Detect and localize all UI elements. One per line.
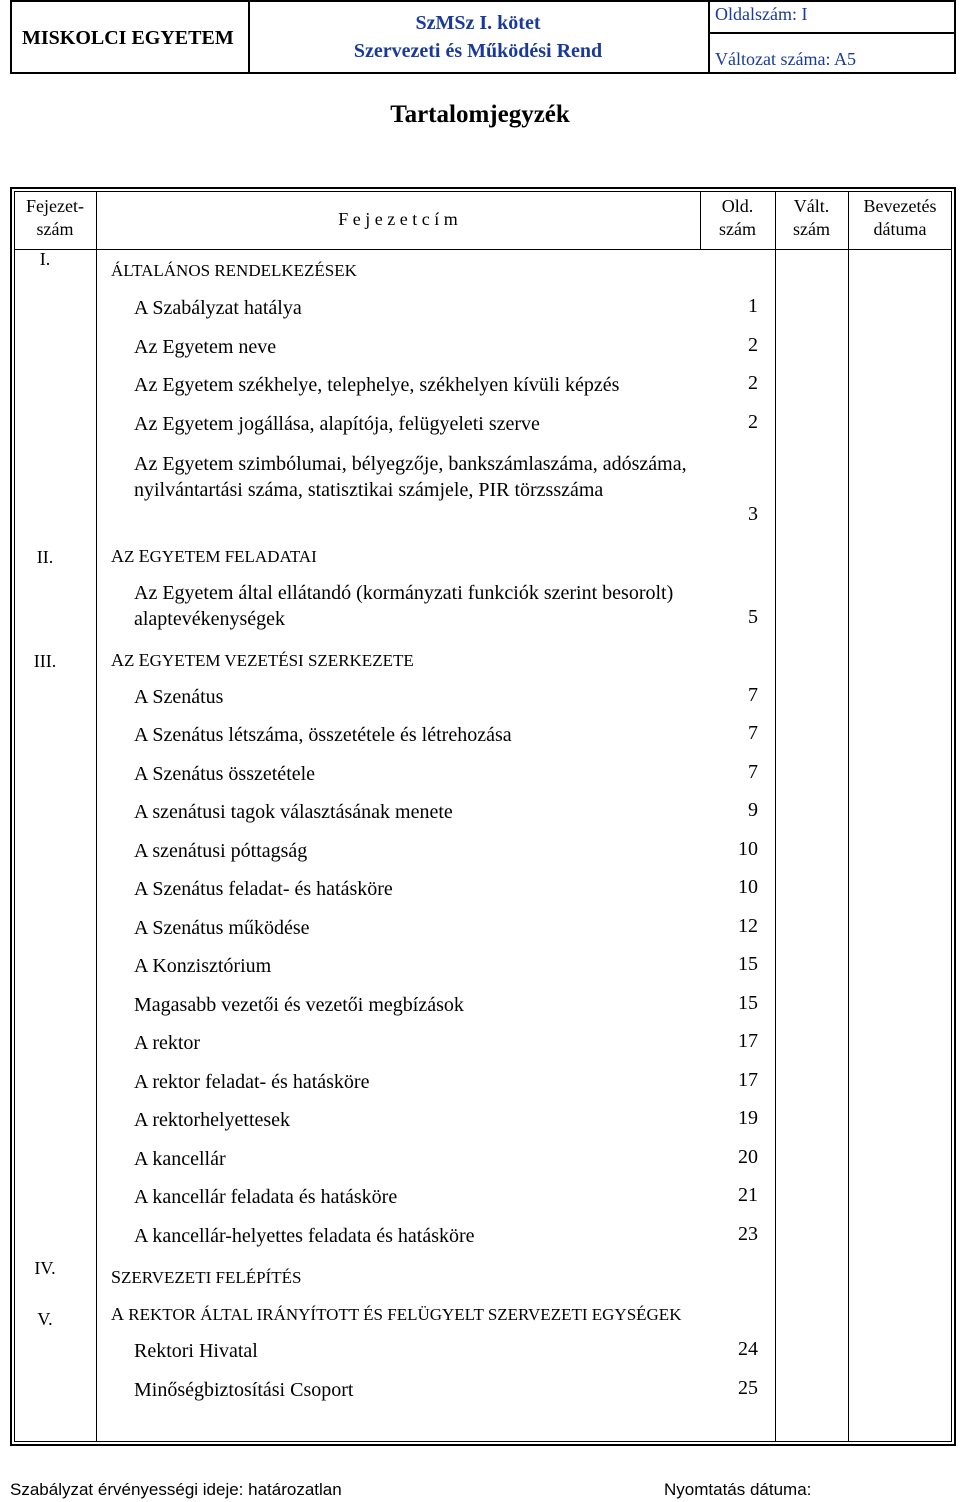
chapter-number: I. [39, 249, 51, 269]
column-header-date: Bevezetés dátuma [863, 196, 937, 239]
toc-page-number: 12 [738, 915, 758, 937]
toc-entry: Minőségbiztosítási Csoport [134, 1379, 354, 1401]
chapter-title: AZ EGYETEM VEZETÉSI SZERKEZETE [111, 650, 414, 670]
toc-page-number: 17 [738, 1069, 758, 1091]
toc-page-number: 17 [738, 1030, 758, 1052]
chapter-number: IV. [34, 1258, 56, 1278]
header-divider [708, 2, 710, 72]
chapter-title: ÁLTALÁNOS RENDELKEZÉSEK [111, 261, 357, 280]
toc-entry: A rektor feladat- és hatásköre [134, 1071, 370, 1093]
toc-page-number: 19 [738, 1107, 758, 1129]
toc-page-number: 3 [748, 503, 758, 525]
toc-entry: A Szenátus létszáma, összetétele és létrehozása [134, 724, 512, 746]
university-name: MISKOLCI EGYETEM [22, 27, 234, 49]
toc-entry: Magasabb vezetői és vezetői megbízások [134, 994, 464, 1016]
toc-page-number: 9 [748, 799, 758, 821]
toc-entry: A Szenátus összetétele [134, 763, 316, 785]
toc-entry: A Szabályzat hatálya [134, 297, 302, 319]
toc-page-number: 2 [748, 411, 758, 433]
toc-entry: Az Egyetem székhelye, telephelye, székhelyen kívüli képzés [134, 374, 620, 396]
toc-entry: A Szenátus [134, 686, 224, 708]
toc-page-number: 7 [748, 684, 758, 706]
toc-entry: A kancellár [134, 1148, 226, 1170]
version-label: Változat száma: A5 [715, 49, 856, 69]
column-divider [96, 191, 97, 1442]
toc-page-number: 21 [738, 1184, 758, 1206]
validity-note: Szabályzat érvényességi ideje: határozatlan [10, 1480, 342, 1499]
toc-entry: Rektori Hivatal [134, 1340, 258, 1362]
toc-page-number: 7 [748, 761, 758, 783]
toc-entry: Az Egyetem jogállása, alapítója, felügyeleti szerve [134, 413, 540, 435]
toc-page-number: 1 [748, 295, 758, 317]
print-date-label: Nyomtatás dátuma: [664, 1480, 812, 1499]
volume-title: SzMSz I. kötet [415, 12, 541, 34]
toc-entry: A szenátusi tagok választásának menete [134, 801, 453, 823]
document-title: Szervezeti és Működési Rend [353, 40, 603, 62]
toc-page-number: 20 [738, 1146, 758, 1168]
toc-page-number: 15 [738, 953, 758, 975]
toc-page-number: 10 [738, 876, 758, 898]
toc-page-number: 7 [748, 722, 758, 744]
toc-entry: A Szenátus feladat- és hatásköre [134, 878, 393, 900]
chapter-title: A REKTOR ÁLTAL IRÁNYÍTOTT ÉS FELÜGYELT SZERVEZETI EGYSÉGEK [111, 1304, 682, 1324]
toc-entry: Az Egyetem szimbólumai, bélyegzője, bankszámlaszáma, adószáma, nyilvántartási száma, statisztikai számjele, PIR törzsszáma [134, 453, 687, 501]
toc-page-number: 5 [748, 606, 758, 628]
toc-page-number: 10 [738, 838, 758, 860]
column-header-page: Old. szám [719, 196, 756, 239]
chapter-number: II. [36, 547, 54, 567]
toc-entry: A Konzisztórium [134, 955, 272, 977]
toc-page-number: 2 [748, 372, 758, 394]
toc-entry: A kancellár feladata és hatásköre [134, 1186, 398, 1208]
chapter-number: V. [37, 1309, 53, 1329]
chapter-title: AZ EGYETEM FELADATAI [111, 546, 317, 566]
toc-entry: A szenátusi póttagság [134, 840, 308, 862]
column-header-title: F e j e z e t c í m [338, 209, 458, 229]
document-header [10, 0, 956, 74]
chapter-title: SZERVEZETI FELÉPÍTÉS [111, 1267, 302, 1287]
toc-page-number: 2 [748, 334, 758, 356]
toc-entry: A rektorhelyettesek [134, 1109, 291, 1131]
page-number-label: Oldalszám: I [715, 4, 808, 24]
toc-page-number: 24 [738, 1338, 758, 1360]
toc-entry: Az Egyetem neve [134, 336, 277, 358]
column-header-chapter: Fejezet- szám [26, 196, 84, 239]
toc-page-number: 23 [738, 1223, 758, 1245]
toc-entry: A Szenátus működése [134, 917, 310, 939]
toc-page-number: 15 [738, 992, 758, 1014]
page-title: Tartalomjegyzék [390, 101, 570, 128]
header-divider [708, 32, 954, 34]
column-header-version: Vált. szám [793, 196, 830, 239]
header-row-divider [14, 249, 952, 250]
chapter-number: III. [33, 651, 57, 671]
toc-entry: Az Egyetem által ellátandó (kormányzati funkciók szerint besorolt) alaptevékenységek [134, 582, 674, 630]
toc-entry: A kancellár-helyettes feladata és hatásköre [134, 1225, 475, 1247]
toc-entry: A rektor [134, 1032, 201, 1054]
column-divider [775, 191, 776, 1442]
toc-page-number: 25 [738, 1377, 758, 1399]
column-divider [848, 191, 849, 1442]
